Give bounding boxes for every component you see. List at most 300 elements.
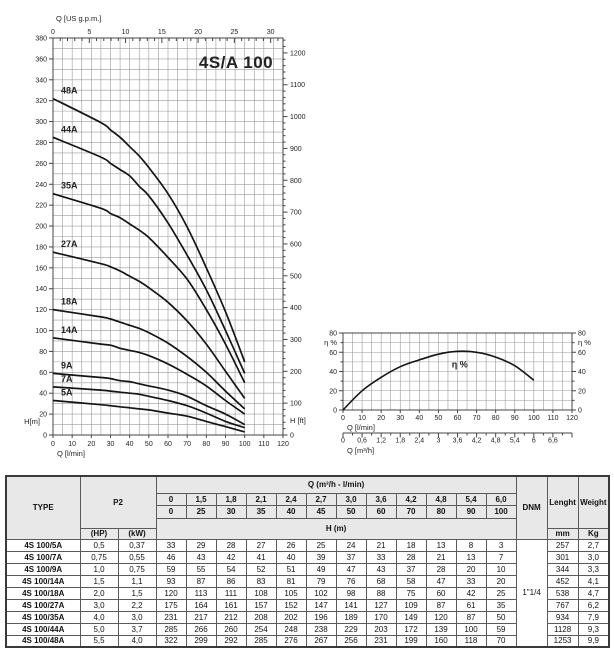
gpm-tick-label: 15 (157, 29, 166, 36)
row-head-value: 46 (156, 551, 186, 563)
row-head-value: 20 (456, 563, 486, 575)
row-head-value: 147 (306, 599, 336, 611)
row-head-value: 161 (216, 599, 246, 611)
hm-tick-label: 380 (35, 35, 47, 43)
gpm-tick-label: 10 (121, 29, 130, 36)
row-head-value: 127 (366, 599, 396, 611)
row-head-value: 196 (306, 611, 336, 623)
row-head-value: 238 (306, 623, 336, 635)
hm-tick-label: 300 (35, 119, 47, 127)
main-grid (53, 38, 283, 435)
row-head-value: 267 (306, 635, 336, 647)
row-head-value: 26 (276, 539, 306, 551)
row-head-value: 120 (426, 611, 456, 623)
row-kw: 1,1 (118, 575, 156, 587)
row-length: 1128 (547, 623, 578, 635)
row-hp: 3,0 (80, 599, 118, 611)
row-head-value: 203 (366, 623, 396, 635)
row-head-value: 68 (366, 575, 396, 587)
row-type: 4S 100/9A (6, 563, 80, 575)
eff-lmin-tick: 30 (396, 415, 405, 422)
eta-tick-right: 40 (578, 369, 586, 376)
header-q-m3h: 2,1 (246, 493, 276, 505)
row-head-value: 231 (156, 611, 186, 623)
header-q-m3h: 0 (156, 493, 186, 505)
row-weight: 2,7 (578, 539, 609, 551)
lmin-tick-label: 50 (144, 441, 153, 448)
curve-label-9A: 9A (61, 360, 73, 371)
eta-tick-right: 20 (578, 388, 586, 396)
gpm-tick-label: 25 (230, 29, 239, 36)
row-head-value: 24 (336, 539, 366, 551)
gpm-tick-label: 5 (87, 29, 92, 36)
row-hp: 5,5 (80, 635, 118, 647)
hm-tick-label: 140 (35, 286, 47, 294)
row-head-value: 105 (276, 587, 306, 599)
hm-tick-label: 40 (39, 390, 47, 398)
eta-tick-left: 40 (329, 369, 337, 376)
row-head-value: 40 (276, 551, 306, 563)
hm-tick-label: 80 (39, 348, 47, 356)
header-q-lmin: 30 (216, 505, 246, 518)
header-q-m3h: 2,7 (306, 493, 336, 505)
row-hp: 1,0 (80, 563, 118, 575)
row-head-value: 25 (486, 587, 516, 599)
curve-label-7A: 7A (61, 373, 73, 384)
row-type: 4S 100/18A (6, 587, 80, 599)
row-head-value: 231 (366, 635, 396, 647)
row-head-value: 100 (456, 623, 486, 635)
curve-label-44A: 44A (61, 124, 78, 135)
row-head-value: 59 (486, 623, 516, 635)
row-head-value: 164 (186, 599, 216, 611)
row-head-value: 42 (456, 587, 486, 599)
lmin-tick-label: 60 (164, 441, 172, 448)
row-head-value: 113 (186, 587, 216, 599)
row-length: 452 (547, 575, 578, 587)
row-head-value: 285 (156, 623, 186, 635)
row-head-value: 102 (306, 587, 336, 599)
row-weight: 7,9 (578, 611, 609, 623)
row-head-value: 50 (486, 611, 516, 623)
row-kw: 3,0 (118, 611, 156, 623)
row-hp: 2,0 (80, 587, 118, 599)
eff-lmin-tick: 60 (453, 415, 462, 422)
gpm-axis-title: Q [US g.p.m.] (56, 14, 102, 23)
row-head-value: 299 (186, 635, 216, 647)
lmin-axis-title: Q [l/min] (57, 449, 85, 458)
row-head-value: 27 (246, 539, 276, 551)
header-q-lmin: 90 (456, 505, 486, 518)
header-type: TYPE (6, 476, 80, 539)
row-head-value: 120 (156, 587, 186, 599)
row-head-value: 13 (456, 551, 486, 563)
row-head-value: 33 (156, 539, 186, 551)
eff-grid (343, 333, 572, 410)
row-head-value: 21 (426, 551, 456, 563)
m3h-tick-label: 6 (531, 437, 536, 445)
row-head-value: 33 (456, 575, 486, 587)
row-head-value: 93 (156, 575, 186, 587)
header-q-m3h: 4,8 (426, 493, 456, 505)
row-weight: 9,9 (578, 635, 609, 647)
row-type: 4S 100/7A (6, 551, 80, 563)
row-head-value: 98 (336, 587, 366, 599)
header-q-m3h: 3,0 (336, 493, 366, 505)
row-kw: 3,7 (118, 623, 156, 635)
row-head-value: 54 (216, 563, 246, 575)
main-chart (24, 14, 306, 458)
lmin-tick-label: 80 (202, 441, 211, 448)
header-q-lmin: 60 (366, 505, 396, 518)
row-type: 4S 100/14A (6, 575, 80, 587)
row-head-value: 21 (366, 539, 396, 551)
m3h-tick-label: 3,6 (452, 437, 463, 445)
row-head-value: 170 (366, 611, 396, 623)
row-head-value: 202 (276, 611, 306, 623)
eff-lmin-tick: 20 (377, 415, 386, 422)
row-head-value: 199 (396, 635, 426, 647)
header-q-m3h: 5,4 (456, 493, 486, 505)
hm-tick-label: 200 (35, 223, 47, 231)
hft-tick-label: 500 (290, 273, 302, 281)
header-q-lmin: 25 (186, 505, 216, 518)
lmin-tick-label: 20 (87, 441, 96, 448)
eff-lmin-tick: 0 (341, 415, 345, 422)
eff-lmin-tick: 120 (566, 415, 578, 422)
hm-tick-label: 280 (35, 139, 47, 147)
row-head-value: 292 (216, 635, 246, 647)
eff-lmin-tick: 90 (510, 415, 519, 422)
hm-tick-label: 220 (35, 202, 47, 210)
header-kg: Kg (578, 528, 609, 539)
row-length: 344 (547, 563, 578, 575)
row-head-value: 139 (426, 623, 456, 635)
header-q-lmin: 50 (336, 505, 366, 518)
header-q-lmin: 35 (246, 505, 276, 518)
row-head-value: 8 (456, 539, 486, 551)
row-head-value: 217 (186, 611, 216, 623)
row-type: 4S 100/5A (6, 539, 80, 551)
header-q-lmin: 45 (306, 505, 336, 518)
row-head-value: 248 (276, 623, 306, 635)
row-head-value: 229 (336, 623, 366, 635)
m3h-tick-label: 2,4 (414, 437, 425, 445)
row-kw: 2,2 (118, 599, 156, 611)
row-kw: 1,5 (118, 587, 156, 599)
eta-tick-left: 0 (333, 407, 337, 415)
row-head-value: 10 (486, 563, 516, 575)
eff-lmin-tick: 110 (547, 415, 559, 422)
eta-tick-right: 0 (578, 407, 582, 415)
header-q-m3h: 1,5 (186, 493, 216, 505)
row-head-value: 51 (276, 563, 306, 575)
gpm-tick-label: 0 (51, 29, 55, 36)
row-length: 538 (547, 587, 578, 599)
hft-tick-label: 700 (290, 209, 302, 217)
hm-tick-label: 120 (35, 307, 47, 315)
row-head-value: 118 (456, 635, 486, 647)
row-kw: 4,0 (118, 635, 156, 647)
m3h-tick-label: 1,2 (376, 437, 387, 445)
curve-label-35A: 35A (61, 180, 78, 191)
row-head-value: 20 (486, 575, 516, 587)
row-head-value: 141 (336, 599, 366, 611)
hft-axis-title: H [ft] (290, 416, 306, 425)
row-type: 4S 100/35A (6, 611, 80, 623)
row-head-value: 35 (486, 599, 516, 611)
row-head-value: 285 (246, 635, 276, 647)
gpm-tick-label: 20 (194, 29, 203, 36)
row-head-value: 276 (276, 635, 306, 647)
header-hp: (HP) (80, 528, 118, 539)
curve-label-5A: 5A (61, 387, 73, 398)
row-head-value: 256 (336, 635, 366, 647)
eff-lmin-tick: 50 (434, 415, 443, 422)
header-length: Lenght (547, 476, 578, 528)
eta-axis-title-right: η % (578, 338, 591, 347)
m3h-tick-label: 6,6 (548, 437, 558, 445)
hm-axis-title: H[m] (24, 417, 40, 426)
row-head-value: 81 (276, 575, 306, 587)
header-dnm: DNM (516, 476, 547, 539)
row-head-value: 88 (366, 587, 396, 599)
lmin-tick-label: 0 (51, 441, 55, 448)
row-head-value: 29 (186, 539, 216, 551)
m3h-tick-label: 5,4 (509, 437, 520, 445)
row-head-value: 109 (396, 599, 426, 611)
row-length: 257 (547, 539, 578, 551)
header-q-lmin: 80 (426, 505, 456, 518)
row-head-value: 79 (306, 575, 336, 587)
header-q-m3h: 3,6 (366, 493, 396, 505)
row-head-value: 266 (186, 623, 216, 635)
hft-tick-label: 600 (290, 241, 302, 249)
hm-tick-label: 20 (39, 411, 47, 419)
lmin-tick-label: 10 (68, 441, 77, 448)
hm-tick-label: 160 (35, 265, 47, 273)
m3h-tick-label: 3 (436, 437, 441, 445)
curve-label-14A: 14A (61, 324, 78, 335)
row-head-value: 18 (396, 539, 426, 551)
eff-lmin-tick: 40 (415, 415, 424, 422)
lmin-tick-label: 100 (238, 441, 251, 448)
eff-lmin-tick: 100 (527, 415, 540, 422)
dnm-value: 1"1/4 (516, 539, 547, 647)
row-head-value: 189 (336, 611, 366, 623)
eff-lmin-tick: 80 (491, 415, 500, 422)
row-hp: 5,0 (80, 623, 118, 635)
m3h-tick-label: 0 (341, 437, 345, 445)
row-length: 1253 (547, 635, 578, 647)
row-head-value: 87 (456, 611, 486, 623)
row-head-value: 152 (276, 599, 306, 611)
row-length: 934 (547, 611, 578, 623)
row-hp: 0,75 (80, 551, 118, 563)
row-head-value: 108 (246, 587, 276, 599)
efficiency-chart (324, 331, 591, 456)
row-hp: 1,5 (80, 575, 118, 587)
lmin-tick-label: 30 (106, 441, 115, 448)
row-head-value: 3 (486, 539, 516, 551)
header-q-lmin: 0 (156, 505, 186, 518)
spec-table-container (5, 475, 609, 648)
hft-tick-label: 800 (290, 177, 302, 185)
row-head-value: 208 (246, 611, 276, 623)
m3h-tick-label: 0,6 (357, 437, 367, 445)
row-head-value: 83 (246, 575, 276, 587)
row-head-value: 28 (426, 563, 456, 575)
lmin-tick-label: 120 (277, 441, 289, 448)
row-head-value: 41 (246, 551, 276, 563)
row-head-value: 52 (246, 563, 276, 575)
row-head-value: 49 (306, 563, 336, 575)
row-head-value: 322 (156, 635, 186, 647)
hft-tick-label: 300 (290, 336, 302, 344)
row-type: 4S 100/44A (6, 623, 80, 635)
row-head-value: 149 (396, 611, 426, 623)
row-head-value: 28 (216, 539, 246, 551)
hm-tick-label: 0 (43, 432, 47, 440)
row-head-value: 33 (366, 551, 396, 563)
row-head-value: 37 (396, 563, 426, 575)
hm-tick-label: 340 (35, 77, 47, 85)
row-head-value: 39 (306, 551, 336, 563)
efficiency-curve-label: η % (451, 359, 468, 370)
hft-tick-label: 1100 (290, 82, 306, 90)
header-weight: Weight (578, 476, 609, 528)
hm-tick-label: 260 (35, 160, 47, 168)
spec-table (5, 475, 610, 648)
header-q-lmin: 70 (396, 505, 426, 518)
row-weight: 3,3 (578, 563, 609, 575)
row-head-value: 61 (456, 599, 486, 611)
row-head-value: 86 (216, 575, 246, 587)
row-weight: 6,2 (578, 599, 609, 611)
eta-tick-left: 20 (329, 388, 337, 396)
header-p2: P2 (80, 476, 156, 528)
curve-label-27A: 27A (61, 239, 78, 250)
header-q-lmin: 100 (486, 505, 516, 518)
row-head-value: 42 (216, 551, 246, 563)
header-q-m3h: 2,4 (276, 493, 306, 505)
eff-lmin-tick: 10 (358, 415, 366, 422)
hm-tick-label: 240 (35, 181, 47, 189)
m3h-tick-label: 4,2 (471, 437, 482, 445)
eff-lmin-tick: 70 (472, 415, 481, 422)
hm-tick-label: 180 (35, 244, 47, 252)
row-hp: 0,5 (80, 539, 118, 551)
hm-tick-label: 100 (35, 328, 47, 336)
row-head-value: 43 (366, 563, 396, 575)
lmin-tick-label: 40 (125, 441, 134, 448)
row-head-value: 172 (396, 623, 426, 635)
row-head-value: 37 (336, 551, 366, 563)
row-weight: 4,7 (578, 587, 609, 599)
curve-label-18A: 18A (61, 296, 78, 307)
row-head-value: 28 (396, 551, 426, 563)
hft-tick-label: 100 (290, 400, 302, 408)
row-head-value: 13 (426, 539, 456, 551)
row-length: 301 (547, 551, 578, 563)
row-weight: 4,1 (578, 575, 609, 587)
lmin-tick-label: 90 (221, 441, 230, 448)
eta-tick-right: 80 (578, 330, 586, 338)
row-length: 767 (547, 599, 578, 611)
curve-label-48A: 48A (61, 85, 78, 96)
eta-axis-title-left: η % (324, 338, 337, 347)
row-head-value: 55 (186, 563, 216, 575)
hft-tick-label: 0 (290, 432, 294, 440)
hm-tick-label: 60 (39, 369, 47, 377)
hft-tick-label: 200 (290, 368, 302, 376)
row-head-value: 47 (336, 563, 366, 575)
header-q-m3h: 4,2 (396, 493, 426, 505)
row-weight: 3,0 (578, 551, 609, 563)
row-head-value: 59 (156, 563, 186, 575)
row-head-value: 70 (486, 635, 516, 647)
row-head-value: 75 (396, 587, 426, 599)
hft-tick-label: 1000 (290, 114, 306, 122)
header-q-group: Q (m³/h - l/min) (156, 476, 516, 493)
row-head-value: 175 (156, 599, 186, 611)
row-head-value: 87 (426, 599, 456, 611)
eta-tick-left: 80 (329, 330, 337, 338)
lmin-tick-label: 110 (258, 441, 270, 448)
row-head-value: 87 (186, 575, 216, 587)
row-head-value: 76 (336, 575, 366, 587)
hft-tick-label: 900 (290, 145, 302, 153)
lmin-tick-label: 70 (183, 441, 192, 448)
eta-tick-right: 60 (578, 349, 586, 357)
row-head-value: 47 (426, 575, 456, 587)
eff-lmin-axis-title: Q [l/min] (347, 423, 375, 432)
m3h-axis-title: Q [m³/h] (347, 446, 375, 455)
main-chart-title: 4S/A 100 (198, 53, 274, 72)
row-head-value: 260 (216, 623, 246, 635)
row-head-value: 160 (426, 635, 456, 647)
header-mm: mm (547, 528, 578, 539)
m3h-tick-label: 1,8 (395, 437, 406, 445)
header-h-group: H (m) (156, 518, 516, 539)
row-weight: 9,3 (578, 623, 609, 635)
row-head-value: 60 (426, 587, 456, 599)
row-kw: 0,55 (118, 551, 156, 563)
row-kw: 0,75 (118, 563, 156, 575)
m3h-tick-label: 4,8 (490, 437, 501, 445)
row-type: 4S 100/27A (6, 599, 80, 611)
hm-tick-label: 360 (35, 56, 47, 64)
eta-tick-left: 60 (329, 349, 337, 357)
row-head-value: 212 (216, 611, 246, 623)
header-q-m3h: 6,0 (486, 493, 516, 505)
row-kw: 0,37 (118, 539, 156, 551)
row-head-value: 25 (306, 539, 336, 551)
row-head-value: 58 (396, 575, 426, 587)
header-kw: (kW) (118, 528, 156, 539)
hft-tick-label: 1200 (290, 50, 306, 58)
row-head-value: 43 (186, 551, 216, 563)
header-q-lmin: 40 (276, 505, 306, 518)
gpm-tick-label: 30 (266, 29, 275, 36)
row-hp: 4,0 (80, 611, 118, 623)
row-type: 4S 100/48A (6, 635, 80, 647)
row-head-value: 111 (216, 587, 246, 599)
hm-tick-label: 320 (35, 98, 47, 106)
row-head-value: 157 (246, 599, 276, 611)
row-head-value: 7 (486, 551, 516, 563)
row-head-value: 254 (246, 623, 276, 635)
